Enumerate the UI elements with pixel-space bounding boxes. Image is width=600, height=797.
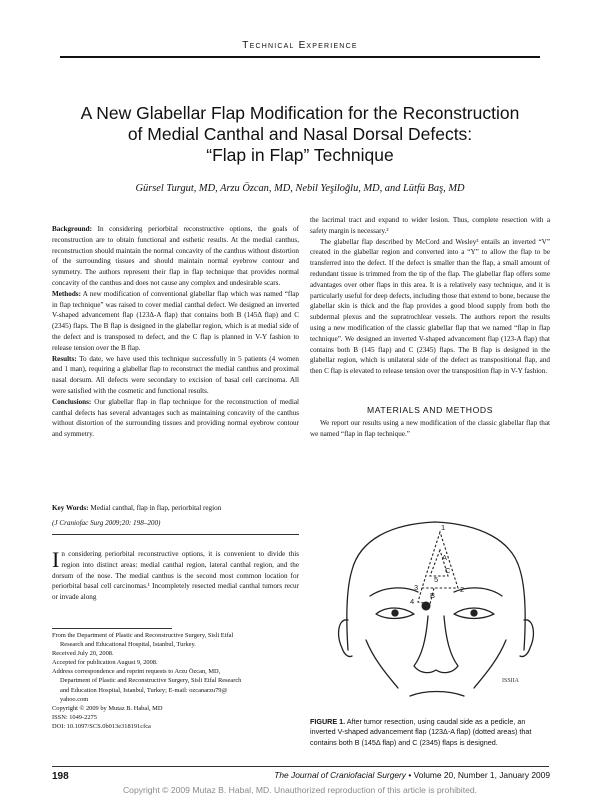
right-ear — [520, 620, 533, 657]
footnote-line: yahoo.com — [60, 695, 89, 703]
materials-paragraph: We report our results using a new modification of the classic glabellar flap that we named “flap in flap technique.” — [310, 419, 550, 438]
abstract-methods: A new modification of conventional glabellar flap which was named “flap in flap technique” was raised to cover medial canthal defect. We designed an inverted V-shaped advancement flap (123Δ-A flap) that contains both B (145Δ flap) and C (2345) flaps. The B flap is designed in the glabellar region, which is at medial side of the defect and is transposed to defect, and the C flap is planned in V-Y fashion to release tension over the B flap. — [52, 289, 299, 352]
abstract-background-label: Background: — [52, 225, 92, 233]
materials-text — [310, 418, 550, 440]
footnote-line: Received July 20, 2008. — [52, 650, 114, 658]
title-line: A New Glabellar Flap Modification for the Reconstruction — [80, 103, 520, 123]
abstract-conclusions: Our glabellar flap in flap technique for the reconstruction of medial canthal defects has several advantages such as maintaining concavity of the canthus without distortion of the surrounding tissues and providing normal eyebrow contour and symmetry. — [52, 397, 299, 439]
abstract-methods-label: Methods: — [52, 289, 81, 298]
label-c: C — [445, 566, 451, 575]
intro-text: n considering periorbital reconstructive options, it is convenient to divide this region into distinct areas: medial canthal region, lateral canthal region, and the dorsum of the nose. The medial canthus is the second most common location for periorbital basal cell carcinomas.¹ Incompletely resected medial canthal tumors recur or invade along — [52, 550, 299, 602]
label-a: A — [442, 553, 448, 562]
figure-1 — [330, 510, 540, 708]
page-number: 198 — [52, 771, 69, 782]
title-line: of Medial Canthal and Nasal Dorsal Defects: — [127, 124, 473, 144]
body-paragraph: the lacrimal tract and expand to wider lesion. Thus, complete resection with a safety margin is necessary.² — [310, 216, 550, 235]
journal-name: The Journal of Craniofacial Surgery — [274, 770, 406, 780]
label-2: 2 — [460, 585, 465, 594]
article-title — [40, 103, 560, 166]
abstract-results: To date, we have used this technique successfully in 5 patients (4 women and 1 man), requiring a glabellar flap to reconstruct the medial canthus and proximal nasal dorsum. All defects were secondary to excision of basal cell carcinoma. All were satisfied with the cosmetic and functional results. — [52, 354, 299, 395]
body-paragraph: The glabellar flap described by McCord and Wesley³ entails an inverted “V” created in the glabellar region and converted into a “Y” to allow the flap to be transferred into the defect. If the defect is smaller than the flap, a small amount of redundant tissue is trimmed from the tip of the flap. The glabellar flap offers some advantages over other flaps in this area. It is a relatively easy technique, and it is particularly useful for deep defects, including those that extend to bone, because the glabellar skin is thick and the flap provides a good blood supply from both the subdermal plexus and the supratrochlear vessels. The authors report the results using a new modification of the classic glabellar flap that we named “flap in flap technique”. We designed an inverted V-shaped advancement flap (123-A flap) that contains both B (145 flap) and C (2345) flaps. The B flap is designed in the glabellar region, which is unilateral side of the defect as transpositional flap, and then C flap is elevated to release tension over the transposition flap in V-Y fashion. — [310, 237, 550, 376]
right-column-text — [310, 215, 550, 377]
footnote-rule — [52, 628, 172, 629]
label-4: 4 — [410, 597, 415, 606]
footnote-line: and Education Hospital, Istanbul, Turkey; E-mail: ozcanarzu79@ — [60, 686, 228, 694]
title-line: “Flap in Flap” Technique — [206, 145, 394, 165]
figure-caption — [310, 717, 548, 748]
intro-paragraph — [52, 549, 299, 603]
abstract — [52, 224, 299, 440]
author-list: Gürsel Turgut, MD, Arzu Özcan, MD, Nebil Yeşiloğlu, MD, and Lütfü Baş, MD — [135, 183, 465, 194]
head-outline — [347, 522, 525, 650]
footnote-line: Address correspondence and reprint requests to Arzu Özcan, MD, — [52, 668, 221, 676]
left-cheek — [366, 640, 398, 688]
copyright-notice: Copyright © 2009 Mutaz B. Habal, MD. Unauthorized reproduction of this article is prohibited. — [122, 785, 478, 795]
footnote-line: From the Department of Plastic and Reconstructive Surgery, Sisli Etfal — [52, 632, 234, 639]
defect-mark — [422, 602, 431, 611]
footnotes — [52, 631, 299, 731]
left-ear — [339, 620, 352, 657]
header-rule — [60, 56, 540, 58]
abstract-background: In considering periorbital reconstructive options, the goals of reconstruction are to obtain functional and esthetic results. At the medial canthus, reconstruction should maintain the normal concavity of the canthus without distortion of the surrounding tissues and should maintain normal eyebrow contour and symmetry. The authors represent their flap in flap technique that provides normal concavity of the canthus and does not cause any complex and undesirable scars. — [52, 225, 299, 287]
artist-signature: ISSIIA — [502, 678, 520, 684]
flap-a-outline — [422, 532, 458, 588]
mouth — [410, 692, 464, 697]
abstract-rule — [52, 534, 299, 535]
left-eyebrow — [370, 588, 418, 596]
footnote-line: DOI: 10.1097/SCS.0b013e318191cfca — [52, 722, 151, 730]
section-label: Technical Experience — [242, 40, 358, 51]
right-pupil — [471, 610, 477, 616]
left-pupil — [392, 610, 398, 616]
footnote-line: Accepted for publication August 9, 2008. — [52, 659, 158, 667]
materials-heading: MATERIALS AND METHODS — [366, 405, 494, 415]
label-b: B — [430, 591, 436, 600]
abstract-conclusions-label: Conclusions: — [52, 397, 92, 406]
footnote-line: ISSN: 1049-2275 — [52, 713, 97, 721]
figure-caption-label: FIGURE 1. — [310, 717, 346, 726]
face-illustration — [330, 510, 540, 708]
footnote-line: Department of Plastic and Reconstructive Surgery, Sisli Etfal Research — [60, 677, 242, 685]
journal-footer — [240, 770, 550, 780]
footnote-line: Copyright © 2009 by Mutaz B. Habal, MD — [52, 704, 163, 712]
footer-rule — [52, 766, 549, 767]
footnote-line: Research and Educational Hospital, Istanbul, Turkey. — [60, 641, 196, 649]
keywords-text: Medial canthal, flap in flap, periorbital region — [88, 504, 222, 512]
label-5: 5 — [434, 575, 439, 584]
label-3: 3 — [414, 583, 419, 592]
label-1: 1 — [441, 523, 446, 532]
journal-details: • Volume 20, Number 1, January 2009 — [406, 770, 550, 780]
figure-caption-text: After tumor resection, using caudal side as a pedicle, an inverted V-shaped advancement flap (123Δ-A flap) (dotted areas) that contains both B (145Δ flap) and C (2345) flaps is designed. — [310, 717, 532, 747]
nose — [414, 616, 458, 673]
abstract-results-label: Results: — [52, 354, 77, 363]
keywords — [52, 503, 299, 514]
drop-cap: I — [52, 547, 60, 572]
keywords-label: Key Words: — [52, 504, 89, 512]
citation: (J Craniofac Surg 2009;20: 198–200) — [52, 519, 161, 527]
